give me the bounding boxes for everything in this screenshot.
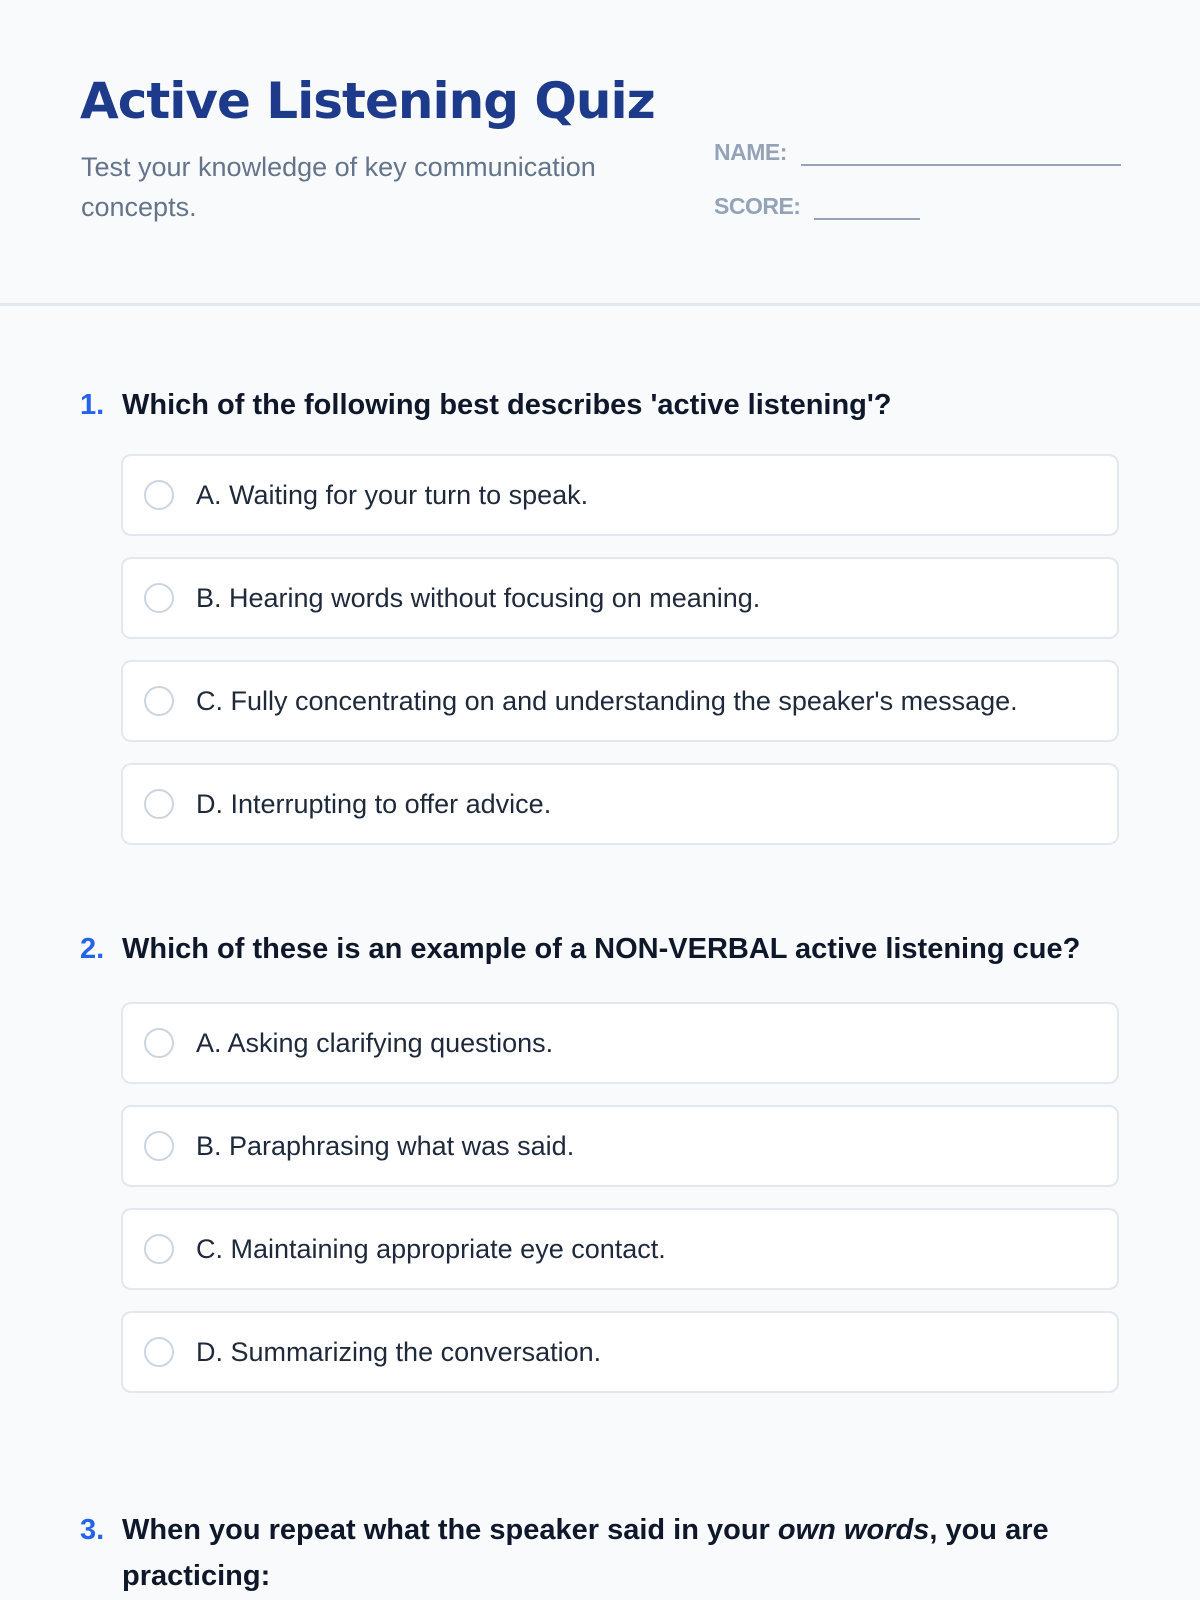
page-subtitle: Test your knowledge of key communication concepts. bbox=[81, 152, 596, 222]
radio-circle-icon[interactable] bbox=[144, 1028, 174, 1058]
radio-circle-icon[interactable] bbox=[144, 1131, 174, 1161]
question-number: 1. bbox=[80, 389, 105, 421]
question-text-emphasis: own words bbox=[777, 1514, 930, 1546]
question-2 bbox=[80, 926, 1120, 1414]
option-b[interactable] bbox=[121, 557, 1119, 639]
option-a[interactable] bbox=[121, 454, 1119, 536]
option-a[interactable] bbox=[121, 1002, 1119, 1084]
question-text-start: When you repeat what the speaker said in your bbox=[122, 1514, 778, 1546]
question-heading bbox=[80, 926, 1120, 972]
question-heading bbox=[80, 1507, 1120, 1599]
question-text: Which of these is an example of a NON-VERBAL active listening cue? bbox=[122, 933, 1081, 965]
radio-circle-icon[interactable] bbox=[144, 1337, 174, 1367]
option-c[interactable] bbox=[121, 1208, 1119, 1290]
option-d[interactable] bbox=[121, 1311, 1119, 1393]
question-heading bbox=[80, 382, 1120, 428]
score-field bbox=[714, 192, 920, 220]
option-label: D. Interrupting to offer advice. bbox=[196, 788, 552, 819]
radio-circle-icon[interactable] bbox=[144, 686, 174, 716]
score-input-line[interactable] bbox=[814, 192, 920, 220]
option-label: D. Summarizing the conversation. bbox=[196, 1336, 602, 1367]
quiz-header bbox=[0, 0, 1200, 306]
name-input-line[interactable] bbox=[801, 138, 1121, 166]
option-label: B. Paraphrasing what was said. bbox=[196, 1130, 575, 1161]
question-3 bbox=[80, 1507, 1120, 1599]
radio-circle-icon[interactable] bbox=[144, 583, 174, 613]
name-field bbox=[714, 138, 1121, 166]
answer-options bbox=[80, 454, 1120, 845]
question-text-end: , you are practicing: bbox=[122, 1514, 1049, 1592]
option-label: A. Waiting for your turn to speak. bbox=[196, 479, 589, 510]
score-label: SCORE: bbox=[714, 193, 801, 219]
option-b[interactable] bbox=[121, 1105, 1119, 1187]
option-label: C. Fully concentrating on and understanding the speaker's message. bbox=[196, 685, 1018, 716]
question-text: Which of the following best describes 'active listening'? bbox=[122, 389, 892, 421]
radio-circle-icon[interactable] bbox=[144, 789, 174, 819]
question-1 bbox=[80, 382, 1120, 866]
option-c[interactable] bbox=[121, 660, 1119, 742]
question-number: 2. bbox=[80, 933, 105, 965]
option-label: B. Hearing words without focusing on meaning. bbox=[196, 582, 761, 613]
option-d[interactable] bbox=[121, 763, 1119, 845]
name-label: NAME: bbox=[714, 139, 787, 165]
question-text bbox=[122, 1507, 1120, 1599]
answer-options bbox=[80, 1002, 1120, 1393]
option-label: C. Maintaining appropriate eye contact. bbox=[196, 1233, 666, 1264]
option-label: A. Asking clarifying questions. bbox=[196, 1027, 554, 1058]
radio-circle-icon[interactable] bbox=[144, 480, 174, 510]
question-number: 3. bbox=[80, 1514, 105, 1546]
radio-circle-icon[interactable] bbox=[144, 1234, 174, 1264]
page-title: Active Listening Quiz bbox=[80, 72, 655, 130]
